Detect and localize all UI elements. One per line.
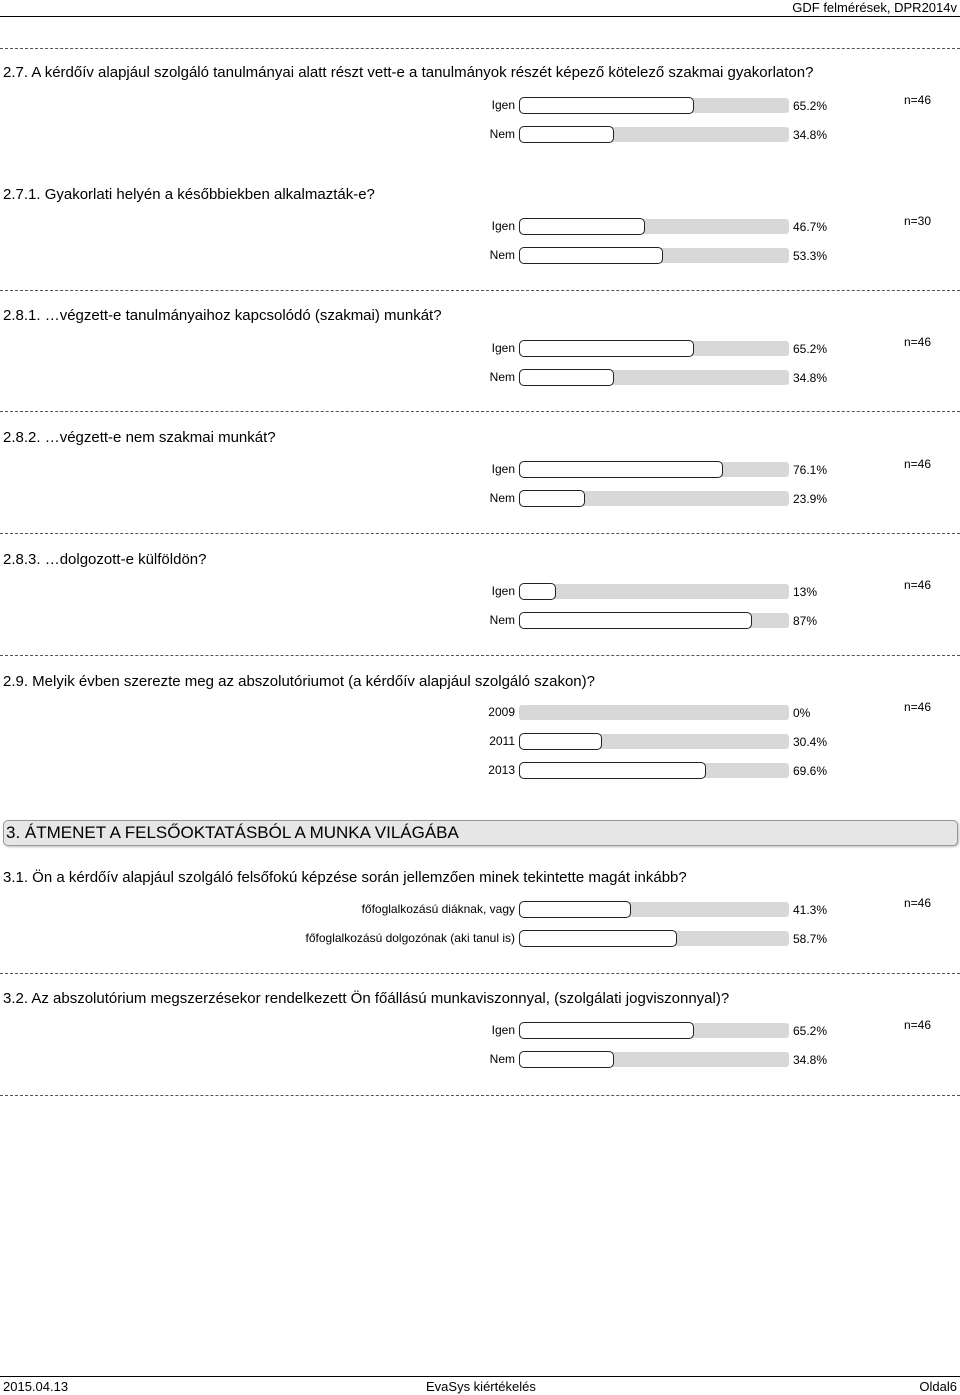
answer-label: Igen bbox=[491, 219, 515, 233]
percentage-bar bbox=[519, 762, 706, 779]
answer-row bbox=[0, 761, 960, 781]
bar-track bbox=[519, 370, 789, 385]
percentage-bar bbox=[519, 97, 694, 114]
percentage-value: 65.2% bbox=[793, 1024, 828, 1038]
bar-track bbox=[519, 127, 789, 142]
answer-label: Igen bbox=[491, 584, 515, 598]
question-title: 2.8.2. …végzett-e nem szakmai munkát? bbox=[3, 429, 276, 446]
bar-track bbox=[519, 931, 789, 946]
percentage-bar bbox=[519, 461, 723, 478]
bar-track bbox=[519, 1052, 789, 1067]
bar-track bbox=[519, 98, 789, 113]
answer-row bbox=[0, 96, 960, 116]
question-separator bbox=[0, 411, 960, 412]
bar-track bbox=[519, 584, 789, 599]
percentage-value: 41.3% bbox=[793, 903, 828, 917]
answer-row bbox=[0, 611, 960, 631]
answer-label: 2009 bbox=[488, 705, 515, 719]
answer-row bbox=[0, 703, 960, 723]
question-title: 2.8.1. …végzett-e tanulmányaihoz kapcsolódó (szakmai) munkát? bbox=[3, 307, 442, 324]
percentage-bar bbox=[519, 1051, 614, 1068]
percentage-value: 34.8% bbox=[793, 1053, 828, 1067]
bar-track bbox=[519, 248, 789, 263]
answer-label: 2011 bbox=[489, 734, 515, 748]
percentage-value: 0% bbox=[793, 706, 811, 720]
answer-label: főfoglalkozású dolgozónak (aki tanul is) bbox=[305, 931, 515, 945]
percentage-value: 13% bbox=[793, 585, 818, 599]
bar-track bbox=[519, 734, 789, 749]
footer-page: Oldal6 bbox=[919, 1379, 957, 1394]
answer-row bbox=[0, 582, 960, 602]
question-title: 2.7.1. Gyakorlati helyén a későbbiekben alkalmazták-e? bbox=[3, 186, 375, 203]
answer-row bbox=[0, 1021, 960, 1041]
percentage-bar bbox=[519, 247, 663, 264]
bar-track bbox=[519, 1023, 789, 1038]
footer-rule bbox=[0, 1376, 960, 1377]
percentage-bar bbox=[519, 490, 585, 507]
percentage-bar bbox=[519, 583, 556, 600]
question-title: 3.2. Az abszolutórium megszerzésekor rendelkezett Ön főállású munkaviszonnyal, (szolgálati jogviszonnyal)? bbox=[3, 990, 730, 1007]
sample-size: n=46 bbox=[904, 578, 932, 592]
answer-row bbox=[0, 732, 960, 752]
percentage-bar bbox=[519, 901, 631, 918]
bar-track bbox=[519, 613, 789, 628]
percentage-value: 65.2% bbox=[793, 99, 828, 113]
header-rule bbox=[0, 16, 960, 17]
answer-row bbox=[0, 368, 960, 388]
answer-row bbox=[0, 125, 960, 145]
answer-label: Igen bbox=[491, 462, 515, 476]
answer-label: Nem bbox=[489, 1052, 515, 1066]
sample-size: n=30 bbox=[904, 214, 932, 228]
percentage-value: 58.7% bbox=[793, 932, 828, 946]
document-header-title: GDF felmérések, DPR2014v bbox=[792, 0, 957, 15]
answer-label: Nem bbox=[489, 613, 515, 627]
percentage-value: 53.3% bbox=[793, 249, 828, 263]
percentage-value: 76.1% bbox=[793, 463, 828, 477]
bar-track bbox=[519, 462, 789, 477]
answer-row bbox=[0, 217, 960, 237]
percentage-bar bbox=[519, 930, 677, 947]
percentage-bar bbox=[519, 369, 614, 386]
percentage-value: 34.8% bbox=[793, 371, 828, 385]
percentage-value: 23.9% bbox=[793, 492, 828, 506]
bar-track bbox=[519, 902, 789, 917]
answer-label: Nem bbox=[489, 248, 515, 262]
question-title: 2.8.3. …dolgozott-e külföldön? bbox=[3, 551, 207, 568]
footer-date: 2015.04.13 bbox=[3, 1379, 69, 1394]
percentage-value: 34.8% bbox=[793, 128, 828, 142]
percentage-bar bbox=[519, 1022, 694, 1039]
question-separator bbox=[0, 48, 960, 49]
question-separator bbox=[0, 533, 960, 534]
question-separator bbox=[0, 655, 960, 656]
sample-size: n=46 bbox=[904, 896, 932, 910]
percentage-value: 69.6% bbox=[793, 764, 828, 778]
answer-row bbox=[0, 929, 960, 949]
question-separator bbox=[0, 290, 960, 291]
bar-track bbox=[519, 705, 789, 720]
percentage-bar bbox=[519, 126, 614, 143]
sample-size: n=46 bbox=[904, 335, 932, 349]
question-separator bbox=[0, 973, 960, 974]
section-header bbox=[3, 820, 958, 846]
percentage-value: 87% bbox=[793, 614, 818, 628]
section-title: 3. ÁTMENET A FELSŐOKTATÁSBÓL A MUNKA VILÁGÁBA bbox=[6, 823, 459, 842]
percentage-bar bbox=[519, 340, 694, 357]
answer-row bbox=[0, 246, 960, 266]
sample-size: n=46 bbox=[904, 457, 932, 471]
percentage-value: 30.4% bbox=[793, 735, 828, 749]
question-title: 3.1. Ön a kérdőív alapjául szolgáló felsőfokú képzése során jellemzően minek tekintette magát inkább? bbox=[3, 869, 687, 886]
answer-label: főfoglalkozású diáknak, vagy bbox=[361, 902, 515, 916]
answer-row bbox=[0, 900, 960, 920]
percentage-bar bbox=[519, 733, 602, 750]
percentage-bar bbox=[519, 218, 645, 235]
sample-size: n=46 bbox=[904, 93, 932, 107]
percentage-bar bbox=[519, 612, 752, 629]
answer-label: Igen bbox=[491, 98, 515, 112]
bar-track bbox=[519, 763, 789, 778]
answer-row bbox=[0, 1050, 960, 1070]
answer-row bbox=[0, 489, 960, 509]
footer-center: EvaSys kiértékelés bbox=[426, 1379, 536, 1394]
bar-track bbox=[519, 341, 789, 356]
percentage-value: 65.2% bbox=[793, 342, 828, 356]
answer-label: 2013 bbox=[488, 763, 515, 777]
answer-label: Nem bbox=[489, 491, 515, 505]
answer-row bbox=[0, 460, 960, 480]
question-title: 2.7. A kérdőív alapjául szolgáló tanulmányai alatt részt vett-e a tanulmányok részét képező kötelező szakmai gyakorlaton? bbox=[3, 64, 814, 81]
answer-label: Igen bbox=[491, 1023, 515, 1037]
question-separator bbox=[0, 1095, 960, 1096]
sample-size: n=46 bbox=[904, 700, 932, 714]
answer-row bbox=[0, 339, 960, 359]
answer-label: Nem bbox=[489, 370, 515, 384]
answer-label: Igen bbox=[491, 341, 515, 355]
sample-size: n=46 bbox=[904, 1018, 932, 1032]
bar-track bbox=[519, 219, 789, 234]
bar-track bbox=[519, 491, 789, 506]
question-title: 2.9. Melyik évben szerezte meg az abszolutóriumot (a kérdőív alapjául szolgáló szakon)? bbox=[3, 673, 595, 690]
percentage-value: 46.7% bbox=[793, 220, 828, 234]
answer-label: Nem bbox=[489, 127, 515, 141]
